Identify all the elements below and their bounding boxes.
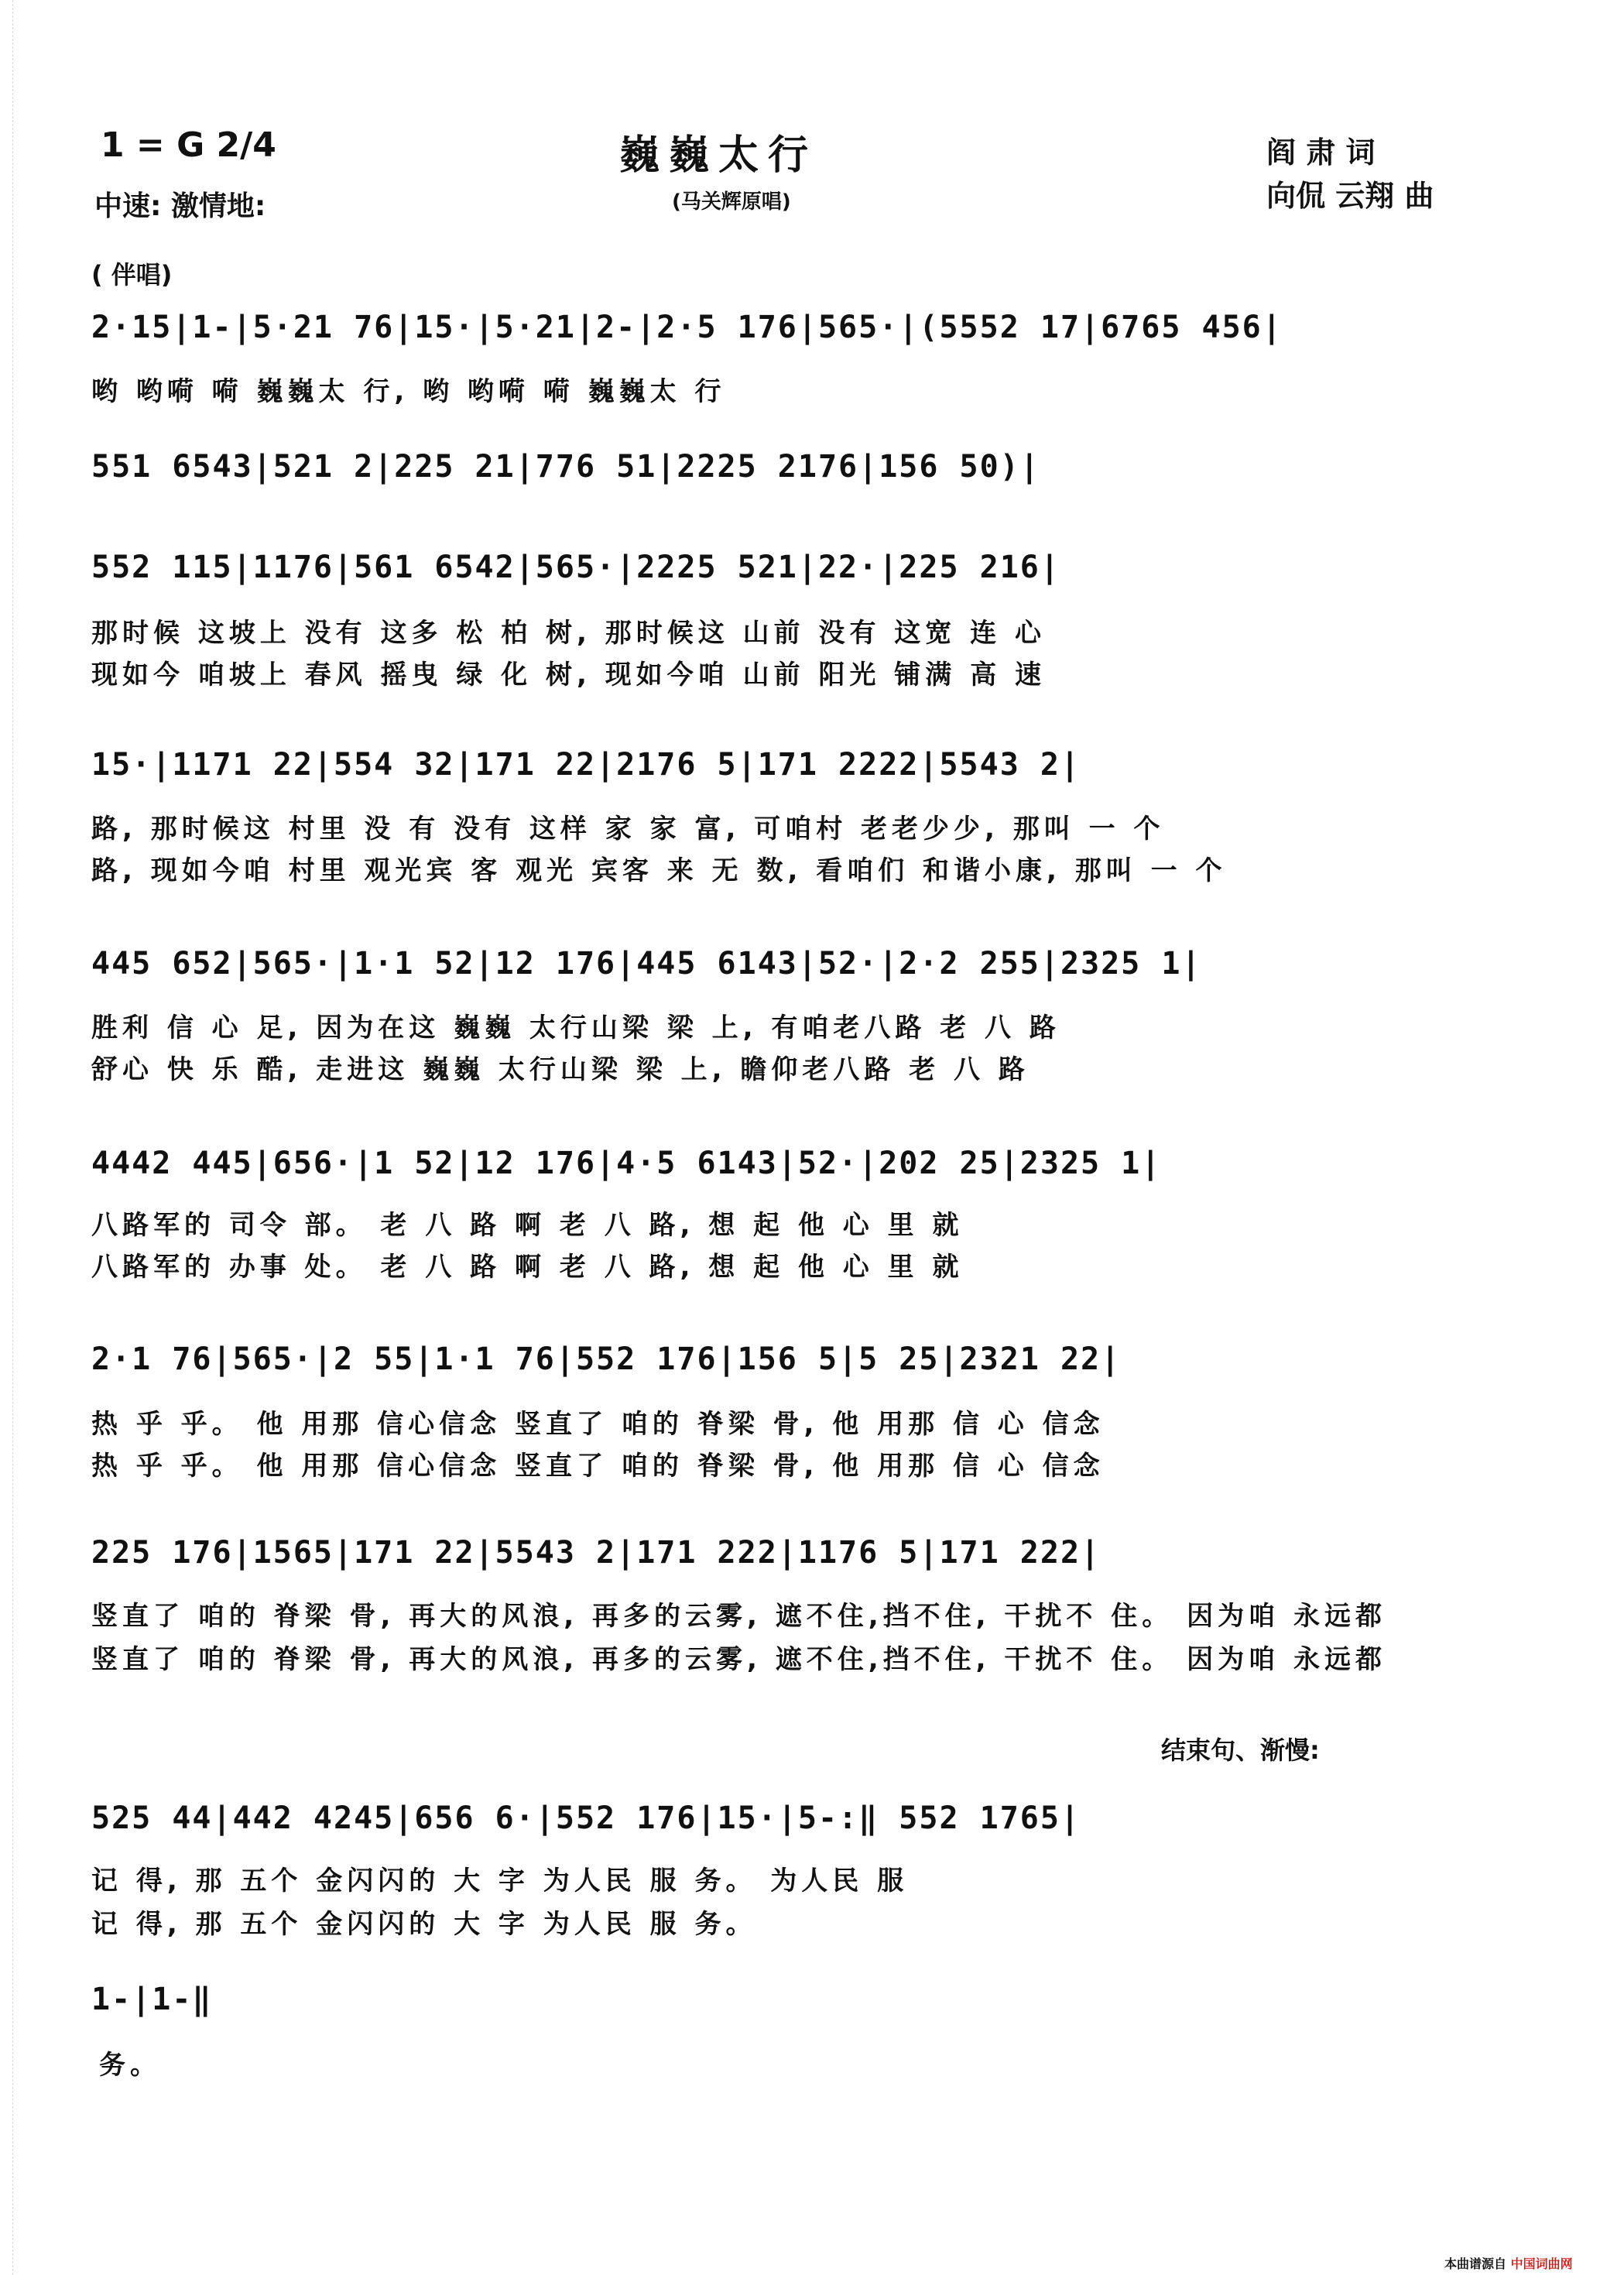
notation-system-9	[91, 1800, 1531, 1844]
notation-system-1	[91, 310, 1531, 353]
notation-system-10	[91, 1982, 556, 2025]
lyric-verse-2: 记 得, 那 五个 金闪闪的 大 字 为人民 服 务。	[91, 1909, 757, 1940]
lyric-verse-1: 八路军的 司令 部。 老 八 路 啊 老 八 路, 想 起 他 心 里 就	[91, 1210, 964, 1241]
lyric-line-1: 哟 哟嗬 嗬 巍巍太 行, 哟 哟嗬 嗬 巍巍太 行	[91, 376, 726, 407]
lyric-verse-2: 舒心 快 乐 酷, 走进这 巍巍 太行山梁 梁 上, 瞻仰老八路 老 八 路	[91, 1054, 1030, 1085]
footer-source	[1444, 2254, 1573, 2272]
jianpu-notes: 1-|1-‖	[91, 1982, 213, 2017]
lyric-verse-2: 路, 现如今咱 村里 观光宾 客 观光 宾客 来 无 数, 看咱们 和谐小康, 那叫 一 个	[91, 855, 1227, 886]
margin-watermark-strip	[2, 0, 13, 2275]
footer-source-label: 本曲谱源自	[1444, 2256, 1507, 2271]
lyric-verse-1: 胜利 信 心 足, 因为在这 巍巍 太行山梁 梁 上, 有咱老八路 老 八 路	[91, 1012, 1060, 1043]
jianpu-notes: 225 176|1565|171 22|5543 2|171 222|1176 5|171 222|	[91, 1535, 1102, 1571]
lyric-verse-1: 热 乎 乎。 他 用那 信心信念 竖直了 咱的 脊梁 骨, 他 用那 信 心 信念	[91, 1409, 1105, 1440]
notation-system-7	[91, 1341, 1531, 1385]
composer: 向侃 云翔 曲	[1266, 179, 1434, 213]
tempo-marking: 中速: 激情地:	[94, 190, 266, 222]
original-singer: (马关辉原唱)	[672, 190, 791, 214]
jianpu-notes: 4442 445|656·|1 52|12 176|4·5 6143|52·|202 25|2325 1|	[91, 1146, 1162, 1181]
intro-marker: ( 伴唱)	[91, 260, 173, 290]
song-title: 巍巍太行	[619, 132, 818, 179]
jianpu-notes: 552 115|1176|561 6542|565·|2225 521|22·|225 216|	[91, 550, 1060, 585]
notation-system-2	[91, 449, 1531, 492]
lyric-verse-1: 路, 那时候这 村里 没 有 没有 这样 家 家 富, 可咱村 老老少少, 那叫 一 个	[91, 814, 1165, 845]
lyric-verse-1: 记 得, 那 五个 金闪闪的 大 字 为人民 服 务。 为人民 服	[91, 1866, 909, 1896]
lyric-verse-2: 竖直了 咱的 脊梁 骨, 再大的风浪, 再多的云雾, 遮不住,挡不住, 干扰不 住。 因为咱 永远都	[91, 1644, 1386, 1675]
lyric-verse-1: 竖直了 咱的 脊梁 骨, 再大的风浪, 再多的云雾, 遮不住,挡不住, 干扰不 住。 因为咱 永远都	[91, 1601, 1386, 1632]
notation-system-6	[91, 1146, 1531, 1189]
jianpu-notes: 551 6543|521 2|225 21|776 51|2225 2176|156 50)|	[91, 449, 1040, 485]
jianpu-notes: 445 652|565·|1·1 52|12 176|445 6143|52·|2·2 255|2325 1|	[91, 946, 1202, 982]
lyric-verse-2: 八路军的 办事 处。 老 八 路 啊 老 八 路, 想 起 他 心 里 就	[91, 1252, 964, 1283]
lyric-line-final: 务。	[99, 2050, 161, 2081]
jianpu-notes: 2·15|1-|5·21 76|15·|5·21|2-|2·5 176|565·|(5552 17|6765 456|	[91, 310, 1283, 345]
ending-marker: 结束句、渐慢:	[1161, 1735, 1320, 1765]
jianpu-notes: 525 44|442 4245|656 6·|552 176|15·|5-:‖ 552 1765|	[91, 1800, 1081, 1836]
notation-system-8	[91, 1535, 1531, 1578]
footer-site-link[interactable]: 中国词曲网	[1510, 2256, 1573, 2271]
lyricist: 阎 肃 词	[1266, 135, 1376, 170]
jianpu-notes: 2·1 76|565·|2 55|1·1 76|552 176|156 5|5 25|2321 22|	[91, 1341, 1122, 1377]
lyric-verse-1: 那时候 这坡上 没有 这多 松 柏 树, 那时候这 山前 没有 这宽 连 心	[91, 618, 1046, 649]
notation-system-4	[91, 747, 1531, 790]
jianpu-notes: 15·|1171 22|554 32|171 22|2176 5|171 2222|5543 2|	[91, 747, 1081, 783]
notation-system-5	[91, 946, 1531, 989]
lyric-verse-2: 现如今 咱坡上 春风 摇曳 绿 化 树, 现如今咱 山前 阳光 铺满 高 速	[91, 660, 1046, 690]
lyric-verse-2: 热 乎 乎。 他 用那 信心信念 竖直了 咱的 脊梁 骨, 他 用那 信 心 信念	[91, 1451, 1105, 1482]
notation-system-3	[91, 550, 1531, 593]
key-time-signature: 1 = G 2/4	[101, 125, 276, 165]
